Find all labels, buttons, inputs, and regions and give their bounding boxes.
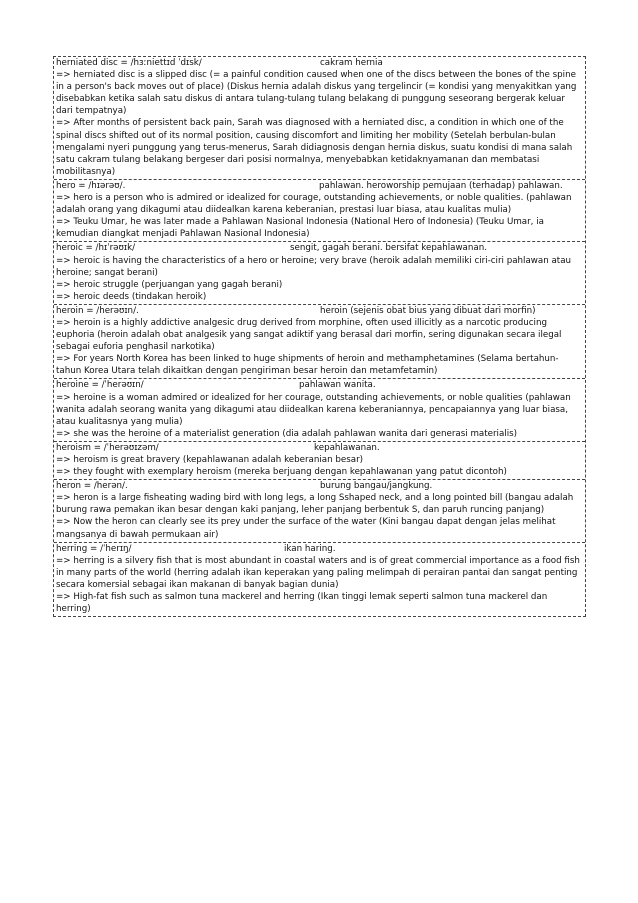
entry-head [56, 57, 583, 69]
entry-heroin [54, 304, 585, 379]
entry-term: heroin = /herəʊɪn/. [56, 305, 139, 316]
entry-translation: ikan haring. [284, 543, 336, 554]
entry-head [56, 543, 583, 555]
entry-term: hero = /hɪərəʊ/. [56, 180, 126, 191]
entry-example: => heroic deeds (tindakan heroik) [56, 291, 207, 302]
entry-definition: => heroism is great bravery (kepahlawanan adalah keberanian besar) [56, 455, 364, 465]
entry-term: heroic = /hɪˈrəʊɪk/ [56, 243, 136, 254]
entry-head [56, 480, 583, 492]
entry-definition: => heron is a large fisheating wading bird with long legs, a long Sshaped neck, and a long pointed bill (bangau adalah burung rawa pemakan ikan besar dengan kaki panjang, leher panjang berbentuk S, dan paruh runcing panjang) [56, 493, 574, 516]
entry-translation: cakram hernia [320, 58, 383, 68]
entry-term: heron = /herən/. [56, 481, 128, 492]
entry-definition: => heroine is a woman admired or idealized for her courage, outstanding achievements, or noble qualities (pahlawan wanita adalah seorang wanita yang dikagumi atau diidealkan karena keberaniannya, pencapaiannya yang luar biasa, atau kualitasnya yang mulia) [56, 392, 571, 427]
entry-example: => Teuku Umar, he was later made a Pahlawan Nasional Indonesia (National Hero of Indonesia) (Teuku Umar, ia kemudian diangkat menjadi Pahlawan Nasional Indonesia) [56, 217, 544, 240]
entry-heroism [54, 441, 585, 479]
entry-translation: burung bangau/jangkung. [320, 481, 433, 492]
entry-example: => Now the heron can clearly see its prey under the surface of the water (Kini bangau dapat dengan jelas melihat mangsanya di bawah permukaan air) [56, 517, 556, 540]
entry-head [56, 442, 583, 454]
dictionary-sheet [53, 56, 586, 617]
entry-herring [54, 542, 585, 617]
entry-definition: => hero is a person who is admired or idealized for courage, outstanding achievements, or noble qualities. (pahlawan adalah orang yang dikagumi atau diidealkan karena keberanian, prestasi luar biasa, atau kualitas mulia) [56, 193, 572, 216]
entry-heroine [54, 378, 585, 440]
entry-hero [54, 179, 585, 241]
entry-term: heroine = /ˈherəʊɪn/ [56, 380, 144, 391]
entry-translation: sengit, gagah berani. bersifat kepahlawanan. [290, 243, 487, 254]
entry-example: => they fought with exemplary heroism (mereka berjuang dengan kepahlawanan yang patut dicontoh) [56, 467, 507, 478]
entry-definition: => herring is a silvery fish that is most abundant in coastal waters and is of great commercial importance as a food fish in many parts of the world (herring adalah ikan keperakan yang paling melimpah di perairan pantai dan sangat penting secara komersial sebagai ikan makanan di banyak bagian dunia) [56, 555, 580, 590]
entry-definition: => heroic is having the characteristics of a hero or heroine; very brave (heroik adalah memiliki ciri-ciri pahlawan atau heroine; sangat berani) [56, 255, 572, 278]
entry-example: => heroic struggle (perjuangan yang gagah berani) [56, 279, 283, 290]
entry-head [56, 379, 583, 391]
entry-heron [54, 479, 585, 541]
entry-definition: => heroin is a highly addictive analgesic drug derived from morphine, often used illicitly as a narcotic producing euphoria (heroin adalah obat analgesik yang sangat adiktif yang berasal dari morfin, sering digunakan secara ilegal sebagai euforia penghasil narkotika) [56, 317, 562, 353]
entry-translation: heroin (sejenis obat bius yang dibuat dari morfin) [320, 305, 536, 316]
entry-heroic [54, 241, 585, 303]
entry-translation: pahlawan wanita. [299, 380, 376, 391]
entry-herniated-disc [54, 57, 585, 179]
entry-head [56, 305, 583, 317]
entry-example: => After months of persistent back pain, Sarah was diagnosed with a herniated disc, a condition in which one of the spinal discs shifted out of its normal position, causing discomfort and limiting her mobility (Setelah berbulan-bulan mengalami nyeri punggung yang terus-menerus, Sarah didiagnosis dengan hernia diskus, suatu kondisi di mana salah satu cakram tulang belakang bergeser dari posisi normalnya, menyebabkan ketidaknyamanan dan membatasi mobilitasnya) [56, 118, 573, 177]
entry-term: heroism = /ˈherəʊɪzəm/ [56, 442, 159, 453]
entry-example: => For years North Korea has been linked to huge shipments of heroin and methamphetamines (Selama bertahun-tahun Korea Utara telah dikaitkan dengan pengiriman besar heroin dan metamfetamin) [56, 354, 559, 377]
entry-term: herring = /ˈherɪŋ/ [56, 543, 132, 554]
entry-example: => she was the heroine of a materialist generation (dia adalah pahlawan wanita dari generasi materialis) [56, 428, 518, 439]
entry-translation: pahlawan. heroworship pemujaan (terhadap) pahlawan. [319, 180, 563, 191]
entry-translation: kepahlawanan. [314, 442, 380, 453]
entry-definition: => herniated disc is a slipped disc (= a painful condition caused when one of the discs between the bones of the spine in a person's back moves out of place) (Diskus hernia adalah diskus yang tergelincir (= kondisi yang menyakitkan yang disebabkan ketika salah satu diskus di antara tulang-tulang tulang belakang di punggung seseorang bergerak keluar dari tempatnya) [56, 70, 577, 117]
entry-head [56, 242, 583, 254]
entry-term: herniated disc = /hɜːniettɪd ˈdɪsk/ [56, 58, 202, 68]
entry-example: => High-fat fish such as salmon tuna mackerel and herring (Ikan tinggi lemak seperti salmon tuna mackerel dan herring) [56, 592, 548, 615]
